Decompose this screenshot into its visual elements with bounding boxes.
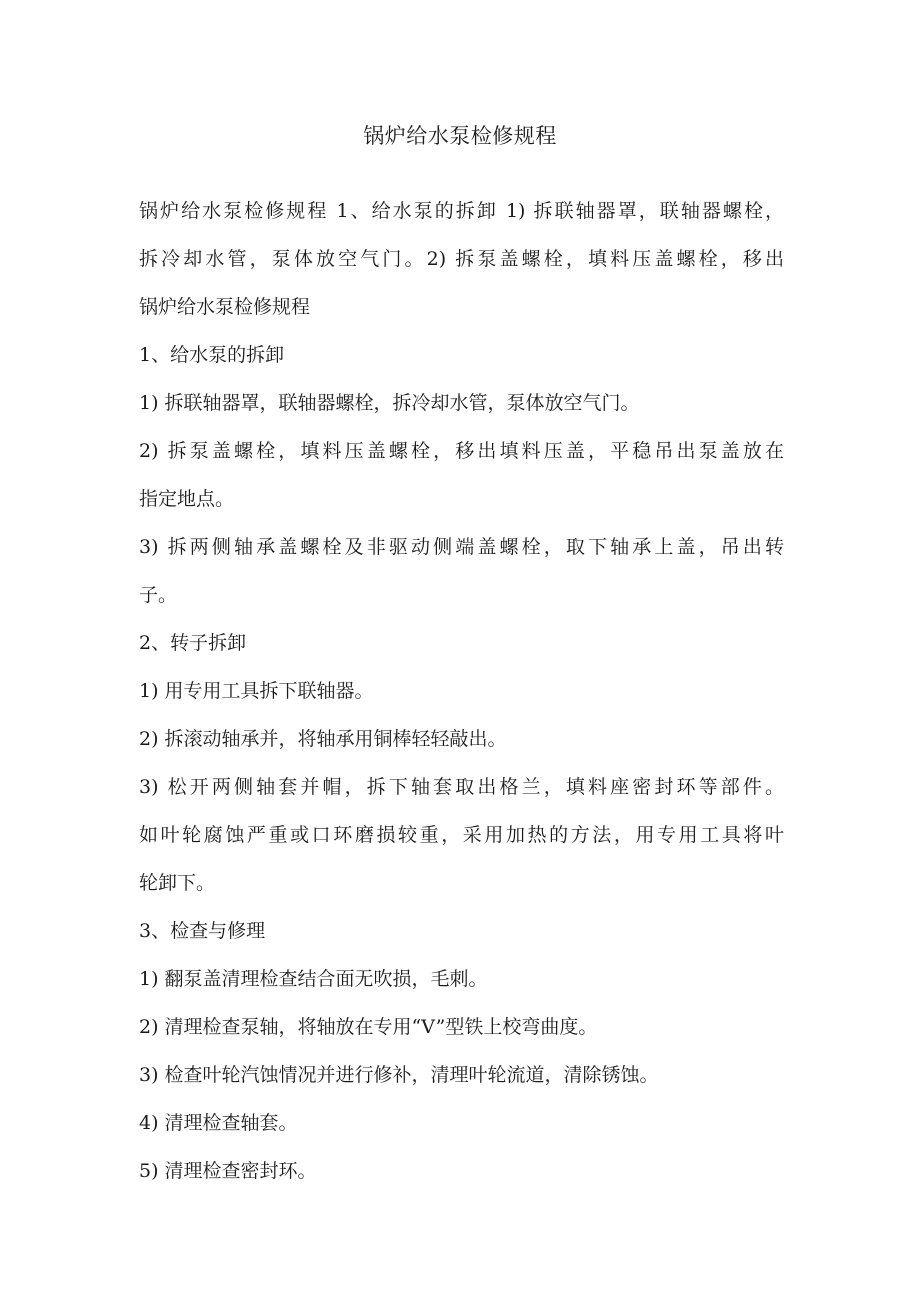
list-item: 3) 拆两侧轴承盖螺栓及非驱动侧端盖螺栓，取下轴承上盖，吊出转 <box>139 536 784 558</box>
list-item-continuation: 指定地点。 <box>139 488 235 510</box>
list-item-continuation: 如叶轮腐蚀严重或口环磨损较重，采用加热的方法，用专用工具将叶 <box>139 824 784 846</box>
list-item: 3) 检查叶轮汽蚀情况并进行修补，清理叶轮流道，清除锈蚀。 <box>139 1064 659 1086</box>
list-item: 1) 翻泵盖清理检查结合面无吹损，毛刺。 <box>139 968 488 990</box>
list-item-continuation: 轮卸下。 <box>139 872 216 894</box>
document-title: 锅炉给水泵检修规程 <box>363 124 557 148</box>
list-item: 2) 拆泵盖螺栓，填料压盖螺栓，移出填料压盖，平稳吊出泵盖放在 <box>139 440 784 462</box>
document-body <box>139 187 784 1195</box>
list-item: 2) 清理检查泵轴，将轴放在专用“V”型铁上校弯曲度。 <box>139 1016 598 1038</box>
list-item: 4) 清理检查轴套。 <box>139 1112 298 1134</box>
list-item: 3) 松开两侧轴套并帽，拆下轴套取出格兰，填料座密封环等部件。 <box>139 776 784 798</box>
section-heading: 1、给水泵的拆卸 <box>139 344 285 366</box>
list-item: 1) 用专用工具拆下联轴器。 <box>139 680 374 702</box>
section-heading: 2、转子拆卸 <box>139 632 247 654</box>
section-heading: 3、检查与修理 <box>139 920 266 942</box>
paragraph-line: 锅炉给水泵检修规程 <box>139 296 311 318</box>
paragraph-line: 锅炉给水泵检修规程 1、给水泵的拆卸 1) 拆联轴器罩，联轴器螺栓， <box>139 200 784 222</box>
list-item: 5) 清理检查密封环。 <box>139 1160 317 1182</box>
list-item: 2) 拆滚动轴承并，将轴承用铜棒轻轻敲出。 <box>139 728 507 750</box>
paragraph-line: 拆冷却水管，泵体放空气门。2) 拆泵盖螺栓，填料压盖螺栓，移出 <box>139 248 784 270</box>
list-item: 1) 拆联轴器罩，联轴器螺栓，拆冷却水管，泵体放空气门。 <box>139 392 640 414</box>
list-item-continuation: 子。 <box>139 584 178 606</box>
